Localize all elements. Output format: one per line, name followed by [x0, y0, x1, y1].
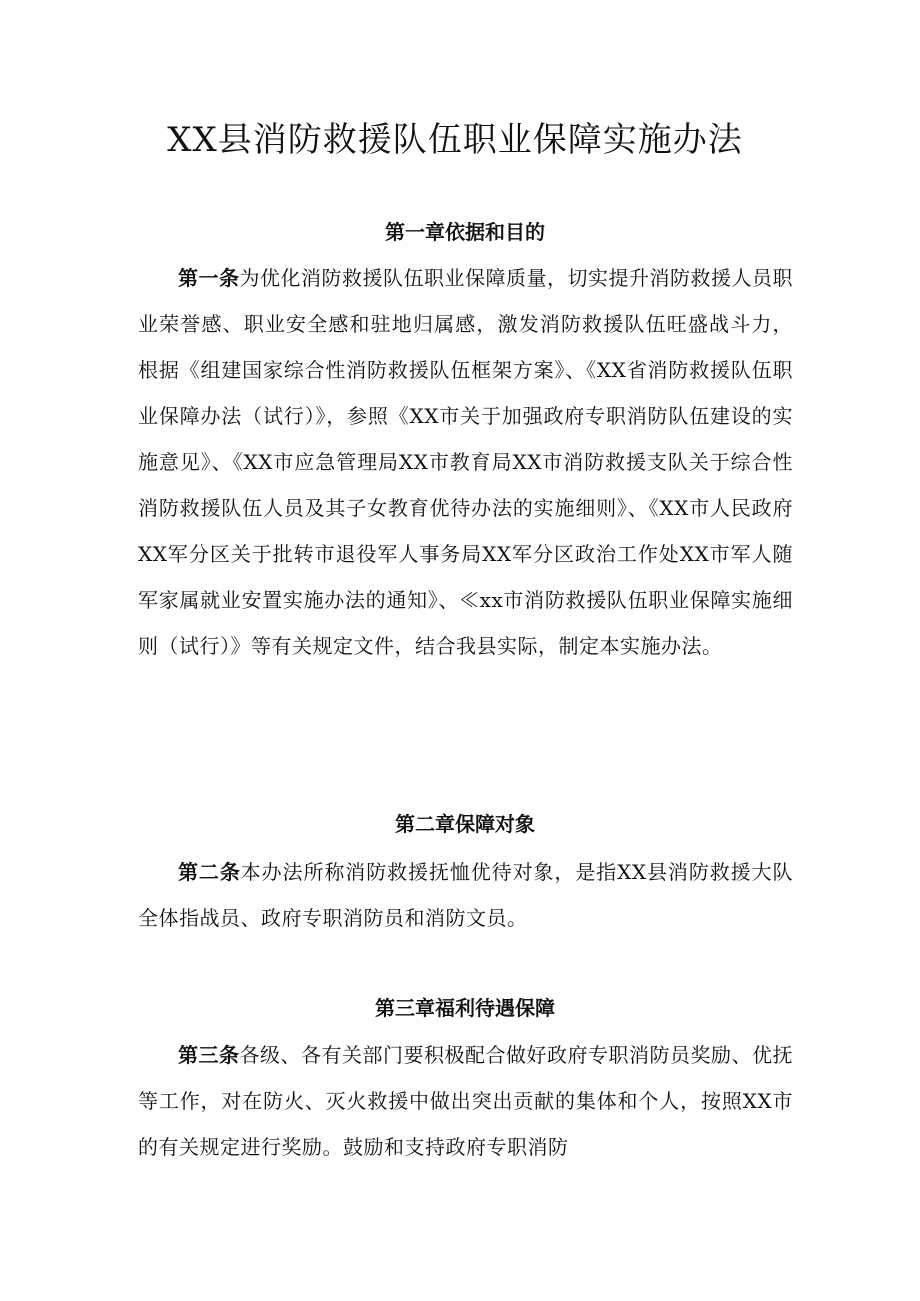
chapter-heading-2: 第二章保障对象 — [395, 812, 535, 836]
article-1 — [138, 255, 793, 669]
article-text-3: 各级、各有关部门要积极配合做好政府专职消防员奖励、优抚等工作，对在防火、灭火救援中做出突出贡献的集体和个人，按照XX市的有关规定进行奖励。鼓励和支持政府专职消防 — [138, 1043, 793, 1159]
article-text-2: 本办法所称消防救援抚恤优待对象，是指XX县消防救援大队全体指战员、政府专职消防员和消防文员。 — [138, 860, 793, 930]
article-label-3: 第三条 — [178, 1043, 240, 1067]
article-label-2: 第二条 — [178, 860, 241, 884]
article-2 — [138, 849, 793, 941]
document-title: XX县消防救援队伍职业保障实施办法 — [167, 120, 743, 160]
article-label-1: 第一条 — [178, 266, 240, 290]
chapter-heading-1: 第一章依据和目的 — [385, 220, 545, 244]
article-3 — [138, 1032, 793, 1170]
chapter-heading-3: 第三章福利待遇保障 — [375, 996, 555, 1020]
article-text-1: 为优化消防救援队伍职业保障质量，切实提升消防救援人员职业荣誉感、职业安全感和驻地归属感，激发消防救援队伍旺盛战斗力，根据《组建国家综合性消防救援队伍框架方案》、《XX省消防救援队伍职业保障办法（试行）》，参照《XX市关于加强政府专职消防队伍建设的实施意见》、《XX市应急管理局XX市教育局XX市消防救援支队关于综合性消防救援队伍人员及其子女教育优待办法的实施细则》、《XX市人民政府XX军分区关于批转市退役军人事务局XX军分区政治工作处XX市军人随军家属就业安置实施办法的通知》、≪xx市消防救援队伍职业保障实施细则（试行）》等有关规定文件，结合我县实际，制定本实施办法。 — [138, 266, 793, 658]
